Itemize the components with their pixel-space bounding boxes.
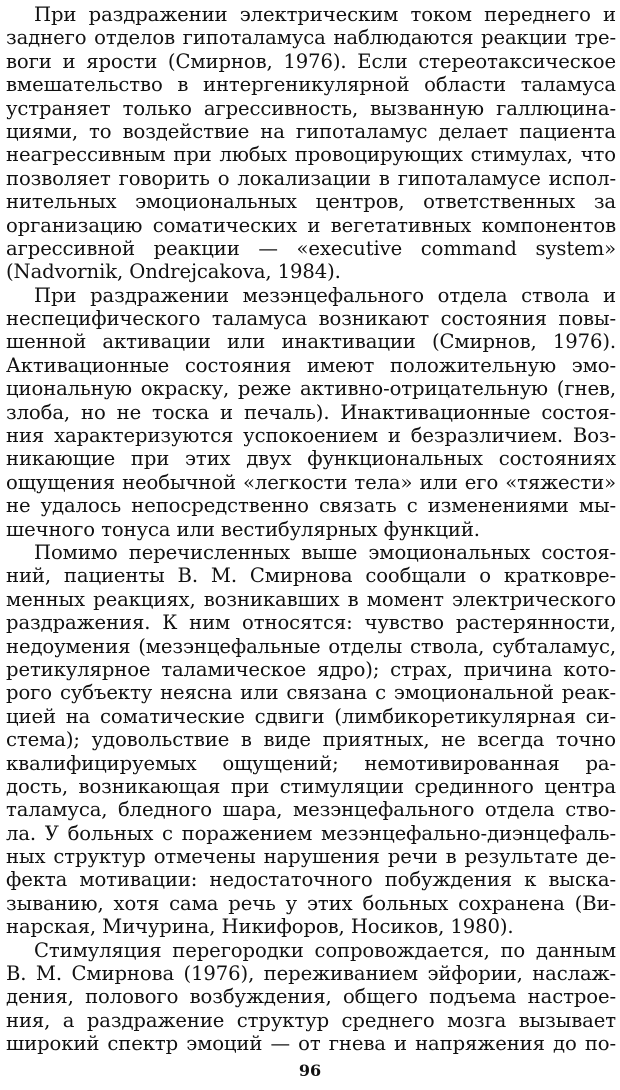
text-line: шенной активации или инактивации (Смирнов, 1976). (6, 330, 616, 354)
text-line: неспецифического таламуса возникают состояния повы- (6, 307, 616, 331)
text-line: таламуса, бледного шара, мезэнцефального отдела ство- (6, 798, 616, 822)
text-line: ощущения необычной «легкости тела» или его «тяжести» (6, 470, 616, 494)
text-line: Активационные состояния имеют положительную эмо- (6, 353, 616, 377)
text-line: ния, а раздражение структур среднего мозга вызывает (6, 1008, 616, 1032)
text-line: устраняет только агрессивность, вызванную галлюцина- (6, 96, 616, 120)
text-line: циями, то воздействие на гипоталамус делает пациента (6, 119, 616, 143)
text-line: дость, возникающая при стимуляции срединного центра (6, 774, 616, 798)
text-line: рого субъекту неясна или связана с эмоциональной реак- (6, 681, 616, 705)
text-line: недоумения (мезэнцефальные отделы ствола, субталамус, (6, 634, 616, 658)
text-line: ретикулярное таламическое ядро); страх, причина кото- (6, 657, 616, 681)
text-line: никающие при этих двух функциональных состояниях (6, 447, 616, 471)
text-line: квалифицируемых ощущений; немотивированная ра- (6, 751, 616, 775)
text-line: Помимо перечисленных выше эмоциональных состоя- (34, 540, 616, 564)
text-line: Стимуляция перегородки сопровождается, по данным (34, 938, 616, 962)
text-line: заднего отделов гипоталамуса наблюдаются реакции тре- (6, 26, 616, 50)
text-line: менных реакциях, возникавших в момент электрического (6, 587, 616, 611)
text-line: шечного тонуса или вестибулярных функций. (6, 517, 480, 541)
text-line: неагрессивным при любых провоцирующих стимулах, что (6, 143, 616, 167)
text-line: не удалось непосредственно связать с изменениями мы- (6, 494, 616, 518)
text-line: ний, пациенты В. М. Смирнова сообщали о кратковре- (6, 564, 616, 588)
text-line: дения, полового возбуждения, общего подъема настрое- (6, 985, 616, 1009)
text-line: раздражения. К ним относятся: чувство растерянности, (6, 611, 616, 635)
text-line: воги и ярости (Смирнов, 1976). Если стереотаксическое (6, 49, 616, 73)
text-line: ния характеризуются успокоением и безразличием. Воз- (6, 424, 616, 448)
text-line: ных структур отмечены нарушения речи в результате де- (6, 845, 616, 869)
text-line: При раздражении электрическим током переднего и (34, 3, 616, 26)
text-line: зыванию, хотя сама речь у этих больных сохранена (Ви- (6, 891, 616, 915)
text-line: злоба, но не тоска и печаль). Инактивационные состоя- (6, 400, 616, 424)
text-line: позволяет говорить о локализации в гипоталамусе испол- (6, 166, 616, 190)
text-line: При раздражении мезэнцефального отдела ствола и (34, 283, 616, 307)
text-line: широкий спектр эмоций — от гнева и напряжения до по- (6, 1032, 616, 1056)
book-page-text (6, 3, 616, 1056)
page-number: 96 (298, 1061, 322, 1080)
text-line: цией на соматические сдвиги (лимбикоретикулярная си- (6, 704, 616, 728)
text-line: нарская, Мичурина, Никифоров, Носиков, 1980). (6, 915, 514, 939)
text-line: фекта мотивации: недостаточного побуждения к выска- (6, 868, 616, 892)
text-line: агрессивной реакции — «executive command system» (6, 236, 616, 260)
text-line: нительных эмоциональных центров, ответственных за (6, 190, 616, 214)
text-line: ла. У больных с поражением мезэнцефально-диэнцефаль- (6, 821, 616, 845)
text-line: организацию соматических и вегетативных компонентов (6, 213, 616, 237)
text-line: вмешательство в интергеникулярной области таламуса (6, 73, 616, 97)
text-line: циональную окраску, реже активно-отрицательную (гнев, (6, 377, 616, 401)
text-line: стема); удовольствие в виде приятных, не всегда точно (6, 728, 616, 752)
text-line: В. М. Смирнова (1976), переживанием эйфории, наслаж- (6, 962, 616, 986)
text-line: (Nadvornik, Ondrejcakova, 1984). (6, 260, 341, 284)
